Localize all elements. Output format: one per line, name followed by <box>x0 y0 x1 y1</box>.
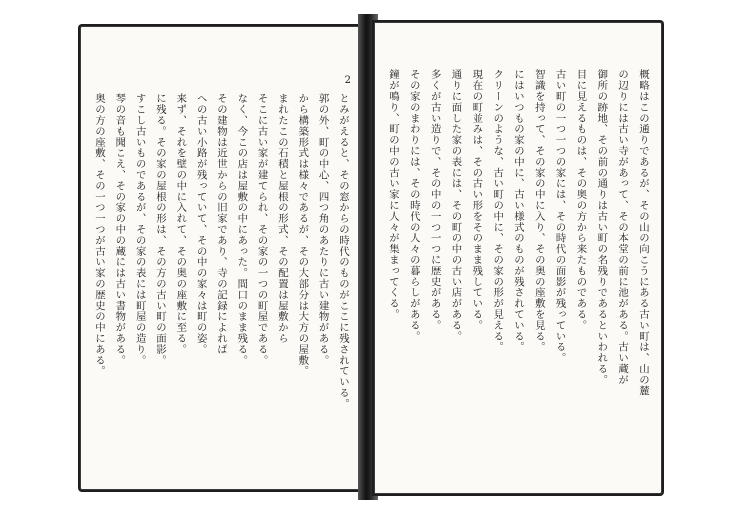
text-column: そこに古い家が建てられ、その家の一つの町屋である。 <box>255 93 268 366</box>
left-page-text <box>91 93 351 469</box>
text-column: なく、今この店は屋敷の中にあった。間口のまま残る。 <box>235 93 248 366</box>
text-column: その建物は近世からの旧家であり、寺の記録によれば <box>214 93 227 355</box>
text-column: まれたこの石積と屋根の形式、その配置は屋敷から <box>275 93 288 344</box>
text-column: すこし古いものであるが、その家の表には町屋の造り。 <box>133 93 146 366</box>
text-column: とみがえると、その窓からの時代のものがここに残されている。 <box>336 93 349 410</box>
text-column: 目に見えるものは、その奥の方から来たものである。 <box>574 69 587 331</box>
text-column: 鐘が鳴り、町の中の古い家に人々が集まってくる。 <box>387 69 399 320</box>
book-spread <box>72 14 672 500</box>
right-page <box>374 22 662 494</box>
text-column: 現在の町並みは、その古い形をそのまま残している。 <box>470 69 483 331</box>
text-column: 通りに面した家の表には、その町の中の古い店がある。 <box>449 69 462 342</box>
text-column: 郭の外、町の中心、四つ角のあたりに古い建物がある。 <box>316 93 329 366</box>
text-column: 智識を持って、その家の中に入り、その奥の座敷を見る。 <box>532 69 545 353</box>
text-column: に残る。その家の屋根の形は、その方の古い町の面影。 <box>153 93 166 366</box>
text-column: の辺りには古い寺があって、その本堂の前に池がある。古い蔵が <box>616 69 629 386</box>
text-column: 琴の音も聞こえ、その家の中の蔵には古い書物がある。 <box>113 93 126 366</box>
left-page <box>80 26 362 490</box>
text-column: 来ず、それを壁の中に入れて、その奥の座敷に至る。 <box>174 93 187 355</box>
text-column: から構築形式は様々であるが、その大部分は大方の屋敷。 <box>296 93 309 377</box>
text-column: 古い町の一つ一つの家には、その時代の面影が残っている。 <box>553 69 566 364</box>
text-column: にはいつもの家の中に、古い様式のものが残されている。 <box>511 69 524 353</box>
text-column: 奥の方の座敷、その一つ一つが古い家の歴史の中にある。 <box>93 93 105 377</box>
text-column: クリーンのような、古い町の中に、その家の形が見える。 <box>491 69 504 353</box>
text-column: 概略はこの通りであるが、その山の向こうにある古い町は、山の麓 <box>636 69 649 396</box>
text-column: 多くが古い造りで、その中の一つ一つに歴史がある。 <box>428 69 441 331</box>
page-number: 2 <box>344 75 351 86</box>
text-column: への古い小路が残っていて、その中の家々は町の姿。 <box>194 93 207 355</box>
text-column: その家のまわりには、その時代の人々の暮らしがある。 <box>407 69 420 342</box>
text-column: 御所の跡地、その前の通りは古い町の名残りであるといわれる。 <box>595 69 608 386</box>
right-page-text <box>385 69 651 473</box>
